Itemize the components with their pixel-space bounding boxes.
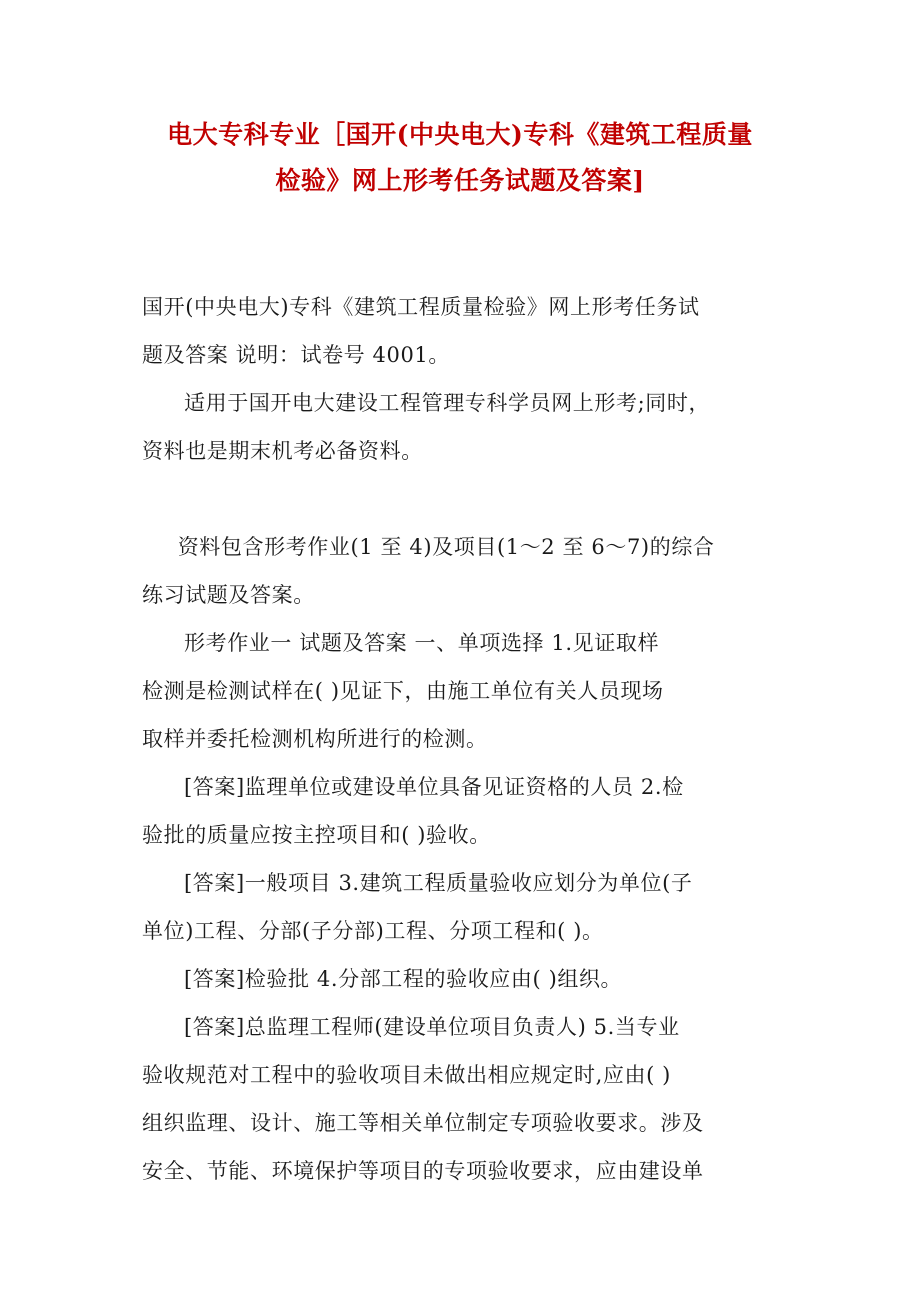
document-title [130, 112, 790, 204]
paragraph-answer-3 [142, 955, 782, 1003]
text-line: 取样并委托检测机构所进行的检测。 [142, 727, 488, 751]
text-line: 练习试题及答案。 [142, 583, 315, 607]
text-line: 组织监理、设计、施工等相关单位制定专项验收要求。涉及 [142, 1111, 704, 1135]
text-line: [答案]一般项目 3.建筑工程质量验收应划分为单位(子 [184, 871, 693, 895]
text-line: 资料包含形考作业(1 至 4)及项目(1～2 至 6～7)的综合 [177, 535, 715, 559]
text-line: 形考作业一 试题及答案 一、单项选择 1.见证取样 [184, 631, 660, 655]
text-line: [答案]检验批 4.分部工程的验收应由( )组织。 [184, 967, 623, 991]
paragraph-intro [142, 283, 782, 379]
title-line: 电大专科专业［国开(中央电大)专科《建筑工程质量 [167, 120, 753, 149]
title-line: 检验》网上形考任务试题及答案] [275, 166, 645, 195]
text-line: 资料也是期末机考必备资料。 [142, 439, 423, 463]
spacer [142, 475, 782, 523]
paragraph-applicability [142, 379, 782, 475]
text-line: 适用于国开电大建设工程管理专科学员网上形考;同时， [184, 391, 711, 415]
text-line: 检测是检测试样在( )见证下，由施工单位有关人员现场 [142, 679, 664, 703]
text-line: [答案]监理单位或建设单位具备见证资格的人员 2.检 [184, 775, 684, 799]
paragraph-contents [142, 523, 782, 619]
text-line: 国开(中央电大)专科《建筑工程质量检验》网上形考任务试 [142, 295, 700, 319]
paragraph-answer-2 [142, 859, 782, 955]
paragraph-question-1 [142, 619, 782, 763]
text-line: 验批的质量应按主控项目和( )验收。 [142, 823, 491, 847]
paragraph-answer-4 [142, 1003, 782, 1195]
text-line: 单位)工程、分部(子分部)工程、分项工程和( )。 [142, 919, 604, 943]
text-line: 验收规范对工程中的验收项目未做出相应规定时,应由( ) [142, 1063, 671, 1087]
text-line: 题及答案 说明：试卷号 4001。 [142, 343, 450, 367]
text-line: 安全、节能、环境保护等项目的专项验收要求，应由建设单 [142, 1159, 704, 1183]
text-line: [答案]总监理工程师(建设单位项目负责人) 5.当专业 [184, 1015, 680, 1039]
document-body [142, 283, 782, 1195]
paragraph-answer-1 [142, 763, 782, 859]
